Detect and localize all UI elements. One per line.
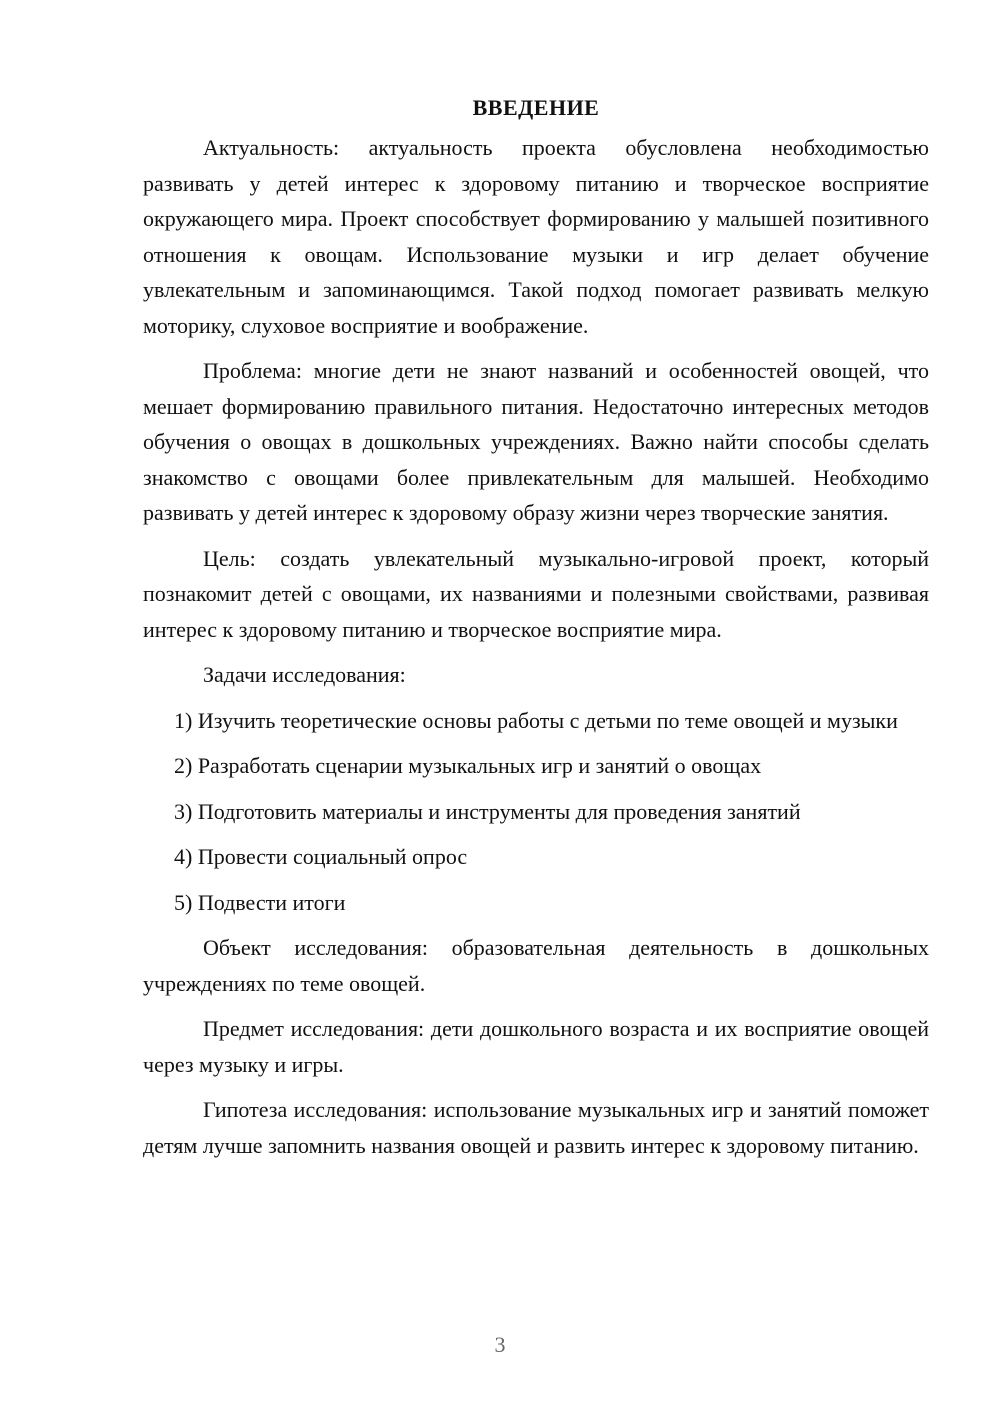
goal-paragraph: Цель: создать увлекательный музыкально-игровой проект, который познакомит детей с овощами, их названиями и полезными свойствами, развивая интерес к здоровому питанию и творческое восприятие мира. [143,545,929,642]
problem-paragraph: Проблема: многие дети не знают названий и особенностей овощей, что мешает формированию правильного питания. Недостаточно интересных методов обучения о овощах в дошкольных учреждениях. Важно найти способы сделать знакомство с овощами более привлекательным для малышей. Необходимо развивать у детей интерес к здоровому образу жизни через творческие занятия. [143,358,929,525]
document-page [143,90,929,1173]
tasks-heading: Задачи исследования: [203,662,406,687]
object-paragraph: Объект исследования: образовательная деятельность в дошкольных учреждениях по теме овощей. [143,935,929,996]
page-number: 3 [494,1332,506,1357]
relevance-paragraph: Актуальность: актуальность проекта обусловлена необходимостью развивать у детей интерес к здоровому питанию и творческое восприятие окружающего мира. Проект способствует формированию у малышей позитивного отношения к овощам. Использование музыки и игр делает обучение увлекательным и запоминающимся. Такой подход помогает развивать мелкую моторику, слуховое восприятие и воображение. [143,135,929,338]
task-item-3: 3) Подготовить материалы и инструменты для проведения занятий [174,798,801,824]
task-item-4: 4) Провести социальный опрос [174,844,468,869]
section-heading: ВВЕДЕНИЕ [472,95,600,120]
subject-paragraph: Предмет исследования: дети дошкольного возраста и их восприятие овощей через музыку и игры. [143,1016,929,1077]
task-item-1: 1) Изучить теоретические основы работы с детьми по теме овощей и музыки [174,707,898,733]
task-item-5: 5) Подвести итоги [174,889,346,915]
hypothesis-paragraph: Гипотеза исследования: использование музыкальных игр и занятий поможет детям лучше запомнить названия овощей и развить интерес к здоровому питанию. [143,1097,929,1158]
task-item-2: 2) Разработать сценарии музыкальных игр и занятий о овощах [174,753,762,778]
